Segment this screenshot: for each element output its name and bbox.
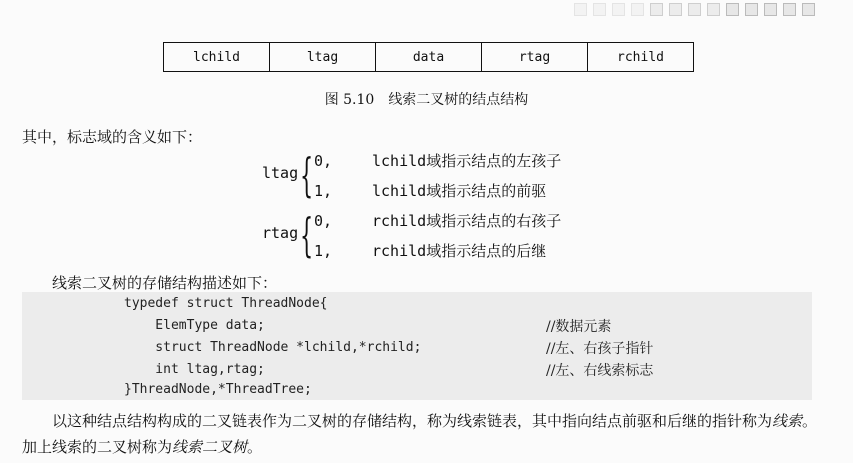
term-thread: 线索 (772, 412, 803, 430)
case-value: 1, (314, 242, 333, 260)
case-desc: 域指示结点的左孩子 (426, 152, 562, 170)
ltag-case-1 (314, 180, 546, 201)
case-desc: 域指示结点的后继 (426, 242, 547, 260)
code-comment: //数据元素 (546, 319, 612, 335)
figure-caption (0, 89, 853, 109)
code-block (22, 292, 812, 400)
definition-paragraph (22, 408, 822, 460)
rtag-case-1 (314, 240, 546, 261)
rtag-case-0 (314, 210, 561, 231)
code-line: ElemType data; (124, 318, 265, 333)
case-field: rchild (372, 242, 427, 260)
case-field: lchild (372, 152, 427, 170)
case-desc: 域指示结点的右孩子 (426, 212, 562, 230)
code-line: }ThreadNode,*ThreadTree; (124, 382, 312, 397)
cell-rtag: rtag (482, 43, 588, 72)
header-decoration (574, 3, 815, 16)
case-value: 0, (314, 152, 333, 170)
code-line: typedef struct ThreadNode{ (124, 296, 328, 311)
flag-name-ltag: ltag (262, 164, 299, 182)
cell-data: data (376, 43, 482, 72)
code-comment: //左、右孩子指针 (546, 341, 654, 357)
case-field: lchild (372, 182, 427, 200)
storage-intro: 线索二叉树的存储结构描述如下： (52, 274, 278, 292)
case-desc: 域指示结点的前驱 (426, 182, 547, 200)
cell-lchild: lchild (164, 43, 270, 72)
case-value: 0, (314, 212, 333, 230)
flag-name-rtag: rtag (262, 224, 299, 242)
ltag-case-0 (314, 150, 561, 171)
code-comment: //左、右线索标志 (546, 363, 654, 379)
intro-text: 其中，标志域的含义如下： (22, 128, 203, 146)
case-field: rchild (372, 212, 427, 230)
case-value: 1, (314, 182, 333, 200)
code-line: struct ThreadNode *lchild,*rchild; (124, 340, 422, 355)
paragraph-text: 。 (247, 438, 263, 456)
paragraph-text: 。加上线索的二叉树称为 (22, 412, 818, 456)
paragraph-text: 以这种结点结构构成的二叉链表作为二叉树的存储结构，称为线索链表，其中指向结点前驱和后继的指针称为 (52, 412, 773, 430)
term-threaded-binary-tree: 线索二叉树 (172, 438, 248, 456)
cell-ltag: ltag (270, 43, 376, 72)
node-structure-table (163, 42, 694, 72)
table-row (164, 43, 694, 72)
figure-number: 图 5.10 (324, 92, 375, 108)
cell-rchild: rchild (588, 43, 694, 72)
figure-title: 线索二叉树的结点结构 (388, 92, 529, 108)
left-brace-icon: { (300, 148, 314, 202)
code-line: int ltag,rtag; (124, 362, 265, 377)
left-brace-icon: { (300, 208, 314, 262)
